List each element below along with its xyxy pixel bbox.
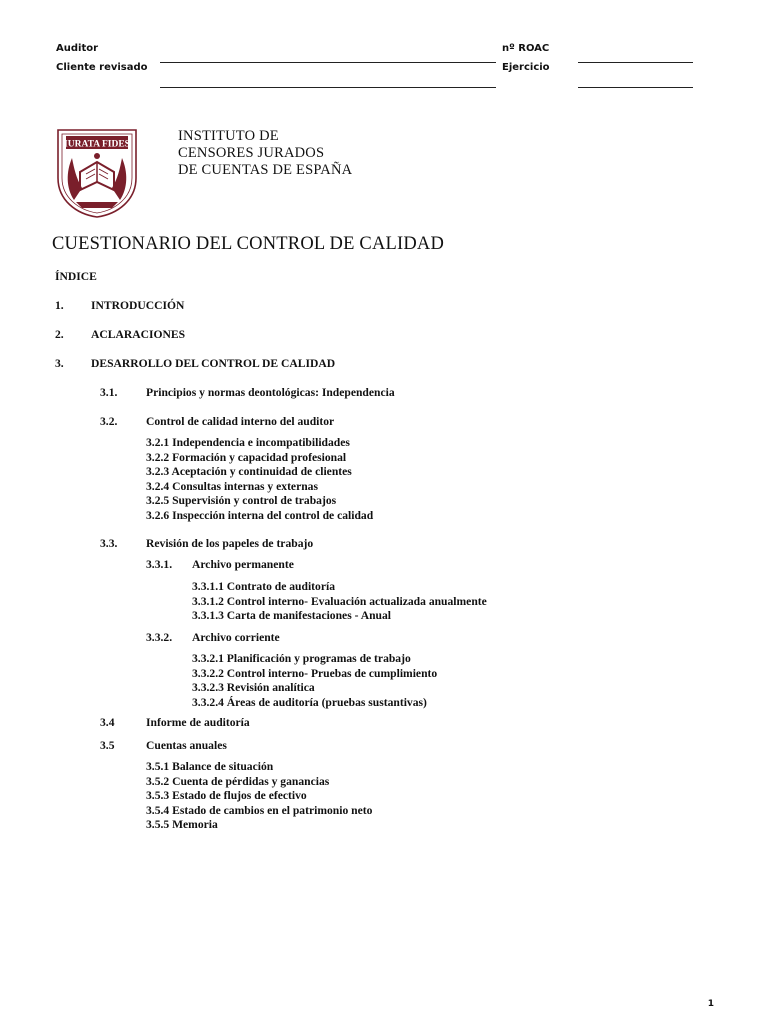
toc-text: Archivo corriente [192,631,280,644]
toc-text: INTRODUCCIÓN [91,299,185,312]
toc-num: 3.3.2. [146,631,173,644]
toc-text: Archivo permanente [192,558,294,571]
toc-section-3-3-2[interactable] [146,631,280,644]
toc-item-3-3-1-3[interactable]: 3.3.1.3 Carta de manifestaciones - Anual [192,609,392,622]
institute-name [178,128,352,179]
toc-num: 1. [55,299,64,312]
toc-item-3-3-2-3[interactable]: 3.3.2.3 Revisión analítica [192,681,315,694]
institute-line-1: INSTITUTO DE [178,128,279,144]
toc-text: ACLARACIONES [91,328,186,341]
toc-num: 3.2. [100,415,118,428]
toc-section-3[interactable] [55,357,336,370]
toc-item-3-5-1[interactable]: 3.5.1 Balance de situación [146,760,274,773]
toc-item-3-3-1-1[interactable]: 3.3.1.1 Contrato de auditoría [192,580,335,593]
toc-item-3-3-1-2[interactable]: 3.3.1.2 Control interno- Evaluación actualizada anualmente [192,594,487,608]
toc-section-3-3[interactable] [100,537,314,550]
toc-num: 3.4 [100,716,115,729]
toc-section-3-5[interactable] [100,739,227,752]
toc-section-1[interactable] [55,299,185,312]
toc-num: 3. [55,357,64,370]
toc-text: Control de calidad interno del auditor [146,415,335,428]
ejercicio-label: Ejercicio [502,62,550,73]
institute-line-3: DE CUENTAS DE ESPAÑA [178,162,353,178]
toc-num: 3.3. [100,537,118,550]
toc-item-3-5-3[interactable]: 3.5.3 Estado de flujos de efectivo [146,789,307,802]
toc-item-3-2-2[interactable]: 3.2.2 Formación y capacidad profesional [146,450,347,464]
toc-num: 3.1. [100,386,118,399]
toc-num: 3.3.1. [146,558,173,571]
roac-line [578,62,693,63]
toc-text: Informe de auditoría [146,716,250,729]
toc-num: 2. [55,328,64,341]
cliente-revisado-line-2 [160,87,496,88]
index-heading: ÍNDICE [55,270,97,283]
toc-item-3-2-6[interactable]: 3.2.6 Inspección interna del control de calidad [146,508,374,522]
toc-item-3-3-2-1[interactable]: 3.3.2.1 Planificación y programas de trabajo [192,652,411,665]
roac-label: nº ROAC [502,43,550,54]
toc-item-3-3-2-2[interactable]: 3.3.2.2 Control interno- Pruebas de cumplimiento [192,666,438,680]
toc-item-3-5-4[interactable]: 3.5.4 Estado de cambios en el patrimonio neto [146,803,373,817]
toc-section-3-4[interactable] [100,716,250,729]
toc-item-3-5-2[interactable]: 3.5.2 Cuenta de pérdidas y ganancias [146,774,330,788]
toc-section-3-2[interactable] [100,415,335,428]
page-number: 1 [707,999,714,1009]
toc-item-3-5-5[interactable]: 3.5.5 Memoria [146,818,218,831]
toc-text: DESARROLLO DEL CONTROL DE CALIDAD [91,357,336,370]
toc-section-3-3-1[interactable] [146,558,294,571]
toc-item-3-2-4[interactable]: 3.2.4 Consultas internas y externas [146,479,318,493]
cliente-revisado-label: Cliente revisado [56,62,148,73]
toc-item-3-2-5[interactable]: 3.2.5 Supervisión y control de trabajos [146,494,337,507]
toc-item-3-3-2-4[interactable]: 3.3.2.4 Áreas de auditoría (pruebas sustantivas) [192,695,427,709]
toc-text: Revisión de los papeles de trabajo [146,537,314,550]
toc-num: 3.5 [100,739,115,752]
seal-logo-icon [52,122,142,218]
institute-line-2: CENSORES JURADOS [178,145,325,161]
toc-item-3-2-3[interactable]: 3.2.3 Aceptación y continuidad de clientes [146,465,352,478]
ejercicio-line [578,87,693,88]
toc-text: Cuentas anuales [146,739,227,752]
seal-motto: IURATA FIDES [64,139,130,150]
toc-item-3-2-1[interactable]: 3.2.1 Independencia e incompatibilidades [146,436,350,449]
auditor-label: Auditor [56,43,99,54]
cliente-revisado-line [160,62,496,63]
toc-text: Principios y normas deontológicas: Independencia [146,386,395,399]
toc-section-3-1[interactable] [100,386,395,399]
document-title: CUESTIONARIO DEL CONTROL DE CALIDAD [52,234,445,254]
toc-section-2[interactable] [55,328,186,341]
